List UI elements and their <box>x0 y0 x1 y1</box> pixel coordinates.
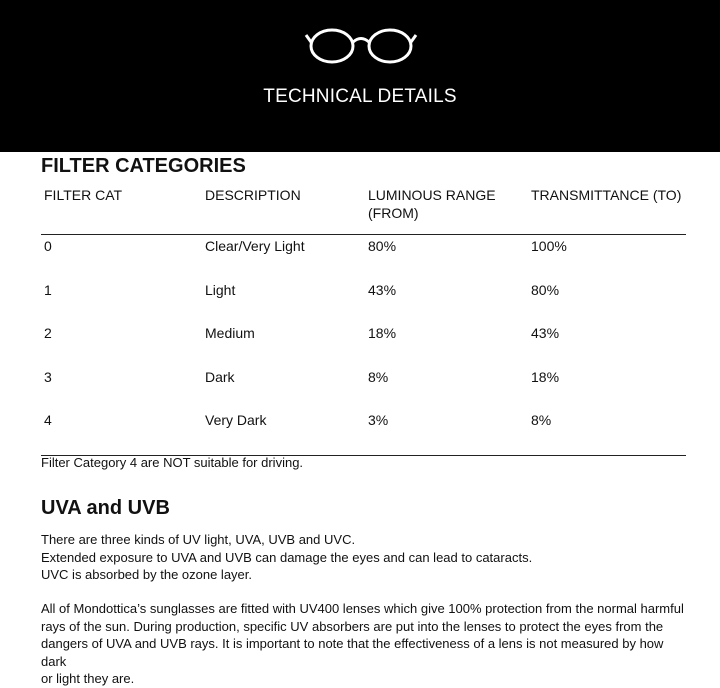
paragraph-line: All of Mondottica’s sunglasses are fitted with UV400 lenses which give 100% protection from the normal harmful <box>41 601 684 616</box>
glasses-icon <box>303 25 419 65</box>
cell-luminous-range: 3% <box>365 411 528 455</box>
cell-filter-cat: 1 <box>44 281 52 298</box>
table-row <box>41 368 686 412</box>
table-header-row <box>41 183 686 235</box>
paragraph-line: Extended exposure to UVA and UVB can damage the eyes and can lead to cataracts. <box>41 549 533 565</box>
column-header-filter-cat: FILTER CAT <box>41 183 202 235</box>
table-row <box>41 324 686 368</box>
cell-luminous-range: 80% <box>368 238 397 254</box>
paragraph-line: dangers of UVA and UVB rays. It is important to note that the effectiveness of a lens is not measured by how dark <box>41 636 664 669</box>
paragraph-line: UVC is absorbed by the ozone layer. <box>41 567 253 582</box>
filter-categories-heading: FILTER CATEGORIES <box>41 155 246 177</box>
paragraph-line: rays of the sun. During production, specific UV absorbers are put into the lenses to protect the eyes from the <box>41 618 664 634</box>
column-header-transmittance: TRANSMITTANCE (TO) <box>528 183 686 235</box>
cell-description: Clear/Very Light <box>205 238 305 254</box>
cell-filter-cat: 4 <box>41 411 202 455</box>
cell-description: Medium <box>205 325 255 341</box>
cell-filter-cat: 3 <box>44 368 52 385</box>
cell-description: Dark <box>205 368 235 385</box>
cell-luminous-range: 8% <box>368 368 389 385</box>
uva-uvb-heading: UVA and UVB <box>41 497 170 519</box>
cell-luminous-range: 18% <box>368 325 397 341</box>
cell-transmittance: 80% <box>531 281 560 298</box>
filter-categories-table <box>41 183 686 456</box>
filter-note: Filter Category 4 are NOT suitable for driving. <box>41 455 304 470</box>
uv-intro-paragraph <box>41 531 691 584</box>
cell-transmittance: 43% <box>531 325 560 341</box>
header-title: TECHNICAL DETAILS <box>263 86 457 107</box>
table-row <box>41 235 686 281</box>
header-banner <box>0 0 720 152</box>
cell-luminous-range: 43% <box>368 281 397 298</box>
column-header-description: DESCRIPTION <box>202 183 365 235</box>
cell-description: Very Dark <box>202 411 365 455</box>
paragraph-line: There are three kinds of UV light, UVA, UVB and UVC. <box>41 532 356 547</box>
column-header-luminous-range: LUMINOUS RANGE (FROM) <box>365 183 528 235</box>
cell-filter-cat: 2 <box>44 325 52 341</box>
cell-transmittance: 8% <box>528 411 686 455</box>
paragraph-line: or light they are. <box>41 671 135 686</box>
table-row <box>41 281 686 325</box>
cell-transmittance: 100% <box>531 238 567 254</box>
cell-transmittance: 18% <box>531 368 560 385</box>
cell-filter-cat: 0 <box>44 238 52 254</box>
cell-description: Light <box>205 281 236 298</box>
table-row <box>41 411 686 455</box>
uv400-paragraph <box>41 600 691 688</box>
